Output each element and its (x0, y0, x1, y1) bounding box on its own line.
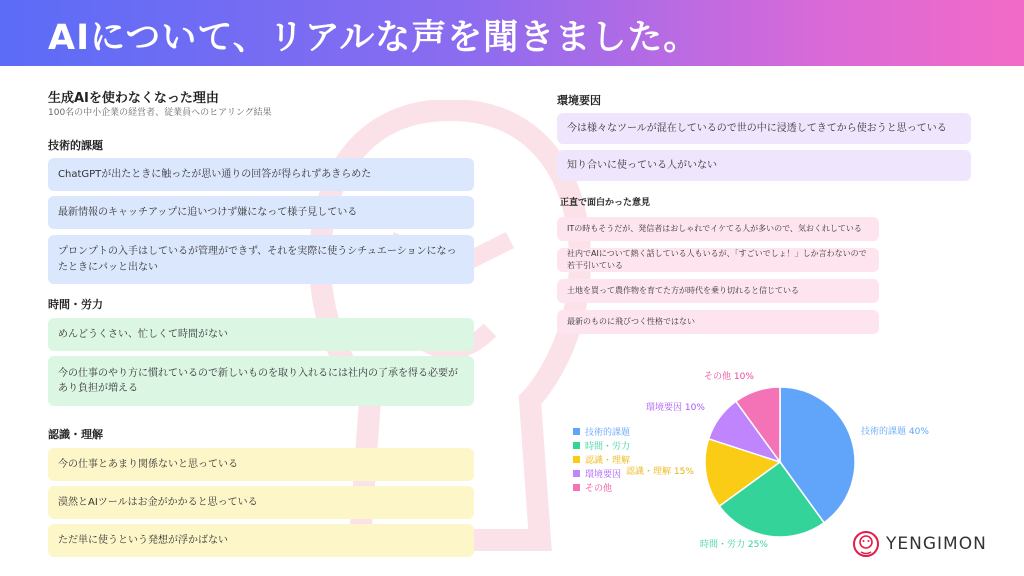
section-heading-environment: 環境要因 (557, 94, 601, 107)
legend-swatch (573, 470, 580, 477)
pie-data-label: 認識・理解 15% (626, 467, 694, 477)
page-title: AIについて、リアルな声を聞きました。 (48, 18, 700, 58)
awareness-item: 漠然とAIツールはお金がかかると思っている (48, 486, 474, 519)
environment-item: 知り合いに使っている人がいない (557, 150, 971, 181)
reasons-title: 生成AIを使わなくなった理由 (48, 91, 219, 106)
time-item: 今の仕事のやり方に慣れているので新しいものを取り入れるには社内の了承を得る必要があり負担が増える (48, 356, 474, 406)
honest-item: 土地を買って農作物を育てた方が時代を乗り切れると信じている (557, 279, 879, 303)
legend-label: 技術的課題 (585, 428, 631, 438)
legend-item (573, 453, 630, 466)
section-heading-awareness: 認識・理解 (48, 428, 103, 441)
tech-item: プロンプトの入手はしているが管理ができず、それを実際に使うシチュエーションになったときにパッと出ない (48, 235, 474, 284)
pie-chart (690, 372, 870, 552)
honest-item: 最新のものに飛びつく性格ではない (557, 310, 879, 334)
legend-item (573, 439, 630, 452)
legend-swatch (573, 442, 580, 449)
pie-data-label: 時間・労力 25% (700, 540, 768, 550)
pie-data-label: 環境要因 10% (646, 403, 705, 413)
tech-item: 最新情報のキャッチアップに追いつけず嫌になって様子見している (48, 196, 474, 229)
legend-swatch (573, 484, 580, 491)
section-heading-honest: 正直で面白かった意見 (560, 198, 651, 208)
environment-item: 今は様々なツールが混在しているので世の中に浸透してきてから使おうと思っている (557, 113, 971, 144)
awareness-item: ただ単に使うという発想が浮かばない (48, 524, 474, 557)
section-heading-tech: 技術的課題 (48, 139, 103, 152)
logo-text: YENGIMON (886, 534, 987, 554)
time-item: めんどうくさい、忙しくて時間がない (48, 318, 474, 351)
header-banner (0, 0, 1024, 66)
legend-swatch (573, 456, 580, 463)
awareness-item: 今の仕事とあまり関係ないと思っている (48, 448, 474, 481)
legend-label: 認識・理解 (585, 456, 631, 466)
daruma-icon (852, 530, 880, 558)
legend-item (573, 481, 612, 494)
honest-item: ITの時もそうだが、発信者はおしゃれでイケてる人が多いので、気おくれしている (557, 217, 879, 241)
honest-item: 社内でAIについて熱く話している人もいるが、「すごいでしょ！」しか言わないので若干引いている (557, 248, 879, 272)
pie-data-label: その他 10% (704, 372, 754, 382)
tech-item: ChatGPTが出たときに触ったが思い通りの回答が得られずあきらめた (48, 158, 474, 191)
legend-label: その他 (585, 484, 613, 494)
legend-label: 時間・労力 (585, 442, 631, 452)
reasons-subtitle: 100名の中小企業の経営者、従業員へのヒアリング結果 (48, 108, 272, 118)
legend-label: 環境要因 (585, 470, 622, 480)
legend-swatch (573, 428, 580, 435)
pie-data-label: 技術的課題 40% (861, 427, 929, 437)
section-heading-time: 時間・労力 (48, 298, 103, 311)
legend-item (573, 467, 621, 480)
legend-item (573, 425, 630, 438)
brand-logo (852, 530, 987, 558)
